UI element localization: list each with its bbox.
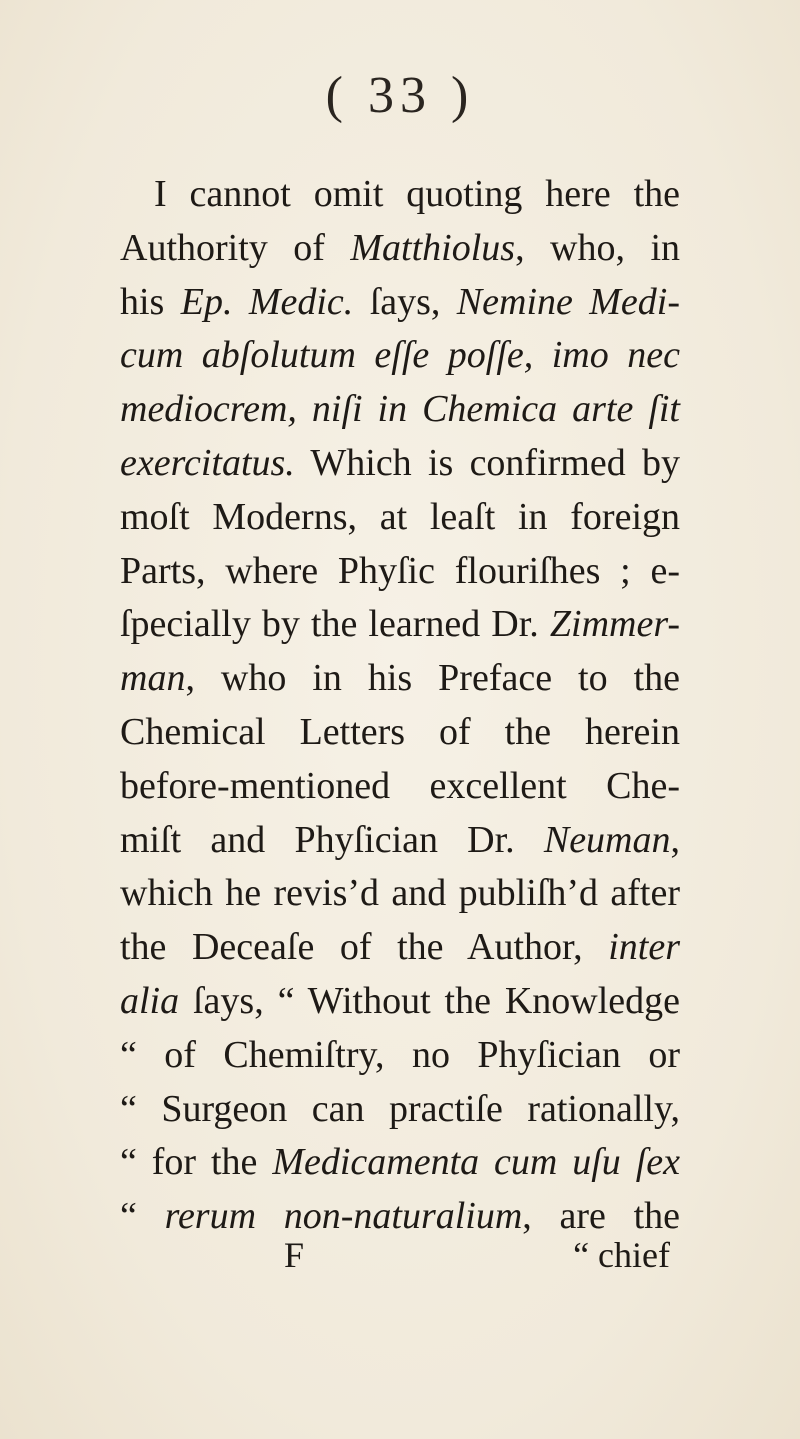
text-segment: Matthiolus: [350, 226, 516, 269]
page-number: ( 33 ): [325, 67, 475, 124]
text-line: [120, 437, 680, 491]
text-segment: Chemical Letters of the herein: [120, 710, 680, 753]
text-segment: his: [120, 280, 181, 323]
text-segment: Parts, where Phyſic flouriſhes ; e-: [120, 549, 680, 592]
text-line: [120, 1083, 680, 1137]
text-line: [120, 491, 680, 545]
text-segment: Neuman: [543, 818, 671, 861]
text-line: [120, 652, 680, 706]
text-segment: ſays, “ Without the Knowledge: [179, 979, 680, 1022]
text-segment: ſays,: [353, 280, 457, 323]
signature-mark: F: [284, 1235, 305, 1275]
body-text: [120, 168, 680, 1244]
text-segment: mediocrem, niſi in Chemica arte ſit: [120, 388, 680, 431]
text-segment: , are the: [522, 1195, 680, 1238]
text-segment: “ for the: [120, 1141, 273, 1184]
text-line: [120, 706, 680, 760]
text-segment: alia: [120, 979, 180, 1022]
text-line: [120, 383, 680, 437]
text-segment: inter: [608, 926, 680, 969]
text-line: [120, 760, 680, 814]
text-line: [120, 545, 680, 599]
text-segment: man: [120, 657, 186, 700]
text-segment: ,: [670, 818, 680, 861]
text-line: [120, 975, 680, 1029]
text-line: [120, 222, 680, 276]
text-segment: I cannot omit quoting here the: [154, 173, 680, 215]
text-segment: “: [120, 1195, 165, 1238]
text-segment: Ep. Medic.: [180, 280, 354, 323]
text-segment: ſpecially by the learned Dr.: [120, 603, 550, 646]
text-segment: “ of Chemiſtry, no Phyſician or: [120, 1033, 680, 1076]
text-line: [120, 276, 680, 330]
text-segment: Authority of: [120, 226, 351, 269]
text-segment: , who in his Preface to the: [185, 657, 680, 700]
text-line: [120, 814, 680, 868]
text-segment: the Deceaſe of the Author,: [120, 926, 609, 969]
text-segment: moſt Moderns, at leaſt in foreign: [120, 495, 680, 538]
text-segment: cum abſolutum eſſe poſſe, imo nec: [120, 334, 680, 377]
catchword: “ chief: [573, 1235, 670, 1275]
text-line: [120, 598, 680, 652]
text-line: [120, 168, 680, 222]
text-segment: miſt and Phyſician Dr.: [120, 818, 544, 861]
text-line: [120, 1029, 680, 1083]
text-segment: Zimmer-: [549, 603, 680, 646]
text-segment: , who, in: [515, 226, 680, 269]
text-segment: before-mentioned excellent Che-: [120, 764, 680, 807]
text-segment: “ Surgeon can practiſe rationally,: [120, 1087, 680, 1130]
text-segment: Which is confirmed by: [294, 441, 680, 484]
text-line: [120, 329, 680, 383]
text-line: [120, 867, 680, 921]
text-line: [120, 921, 680, 975]
text-segment: Nemine Medi-: [456, 280, 680, 323]
text-segment: exercitatus.: [120, 441, 295, 484]
text-line: [120, 1136, 680, 1190]
text-segment: rerum non-naturalium: [164, 1195, 523, 1238]
text-segment: which he revis’d and publiſh’d after: [120, 872, 680, 915]
text-segment: Medicamenta cum uſu ſex: [272, 1141, 680, 1184]
